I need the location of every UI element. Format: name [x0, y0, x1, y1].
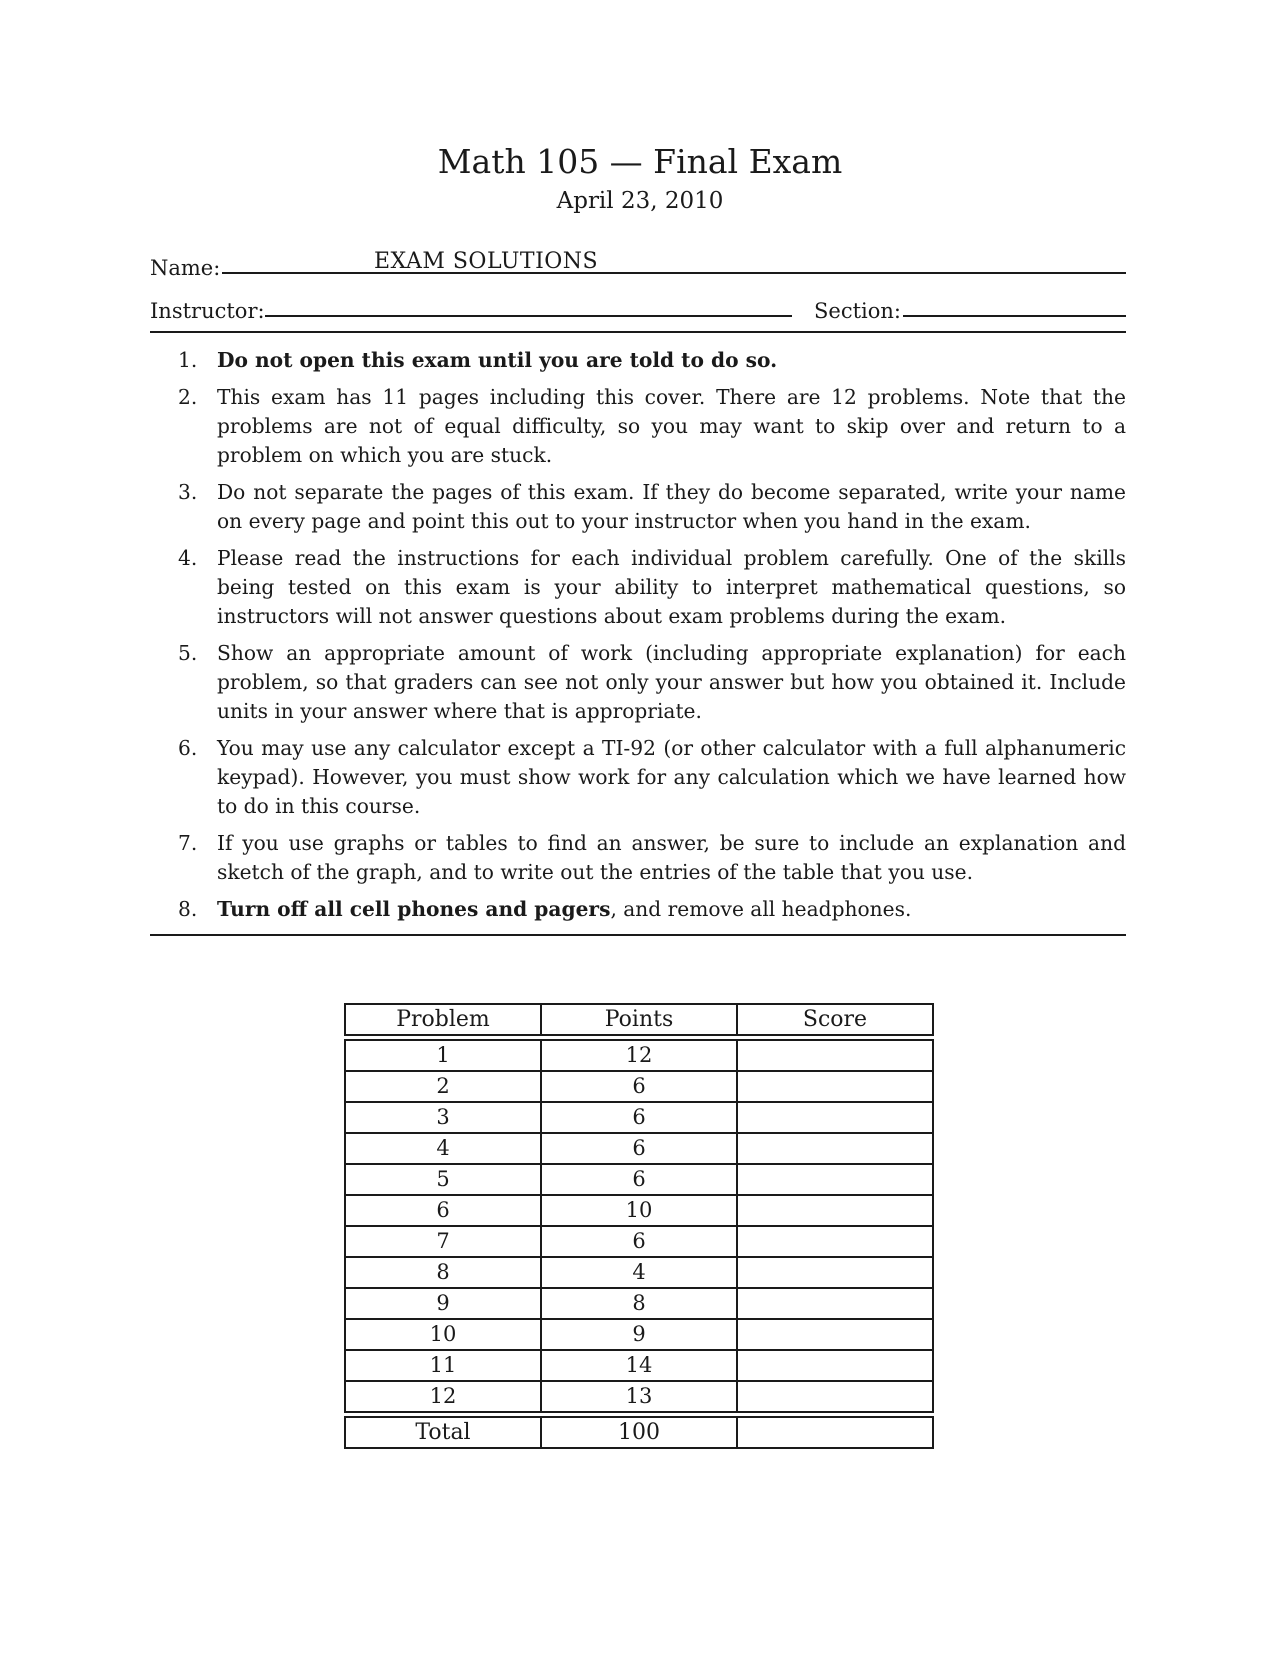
- score-cell[interactable]: [736, 1289, 934, 1320]
- instruction-item: 4. Please read the instructions for each individual problem carefully. One of the skills being tested on this exam is your ability to interpret mathematical questions, so instructors will not answer questions about exam problems during the exam.: [178, 546, 1126, 628]
- table-row: [344, 1227, 934, 1258]
- score-cell[interactable]: [736, 1196, 934, 1227]
- problem-cell: 5: [344, 1165, 540, 1196]
- score-cell[interactable]: [736, 1072, 934, 1103]
- table-row: [344, 1382, 934, 1413]
- total-label: Total: [344, 1416, 540, 1449]
- table-row: [344, 1039, 934, 1072]
- problem-cell: 9: [344, 1289, 540, 1320]
- top-divider: [150, 331, 1126, 333]
- points-cell: 13: [540, 1382, 736, 1413]
- name-field[interactable]: [222, 272, 1126, 274]
- points-cell: 12: [540, 1039, 736, 1072]
- points-cell: 6: [540, 1134, 736, 1165]
- score-cell[interactable]: [736, 1039, 934, 1072]
- table-row: [344, 1103, 934, 1134]
- instruction-item: 7. If you use graphs or tables to find an answer, be sure to include an explanation and sketch of the graph, and to write out the entries of the table that you use.: [178, 831, 1126, 884]
- score-cell[interactable]: [736, 1134, 934, 1165]
- instructor-field[interactable]: [265, 315, 792, 317]
- score-cell[interactable]: [736, 1351, 934, 1382]
- problem-cell: 4: [344, 1134, 540, 1165]
- table-row: [344, 1072, 934, 1103]
- problem-cell: 1: [344, 1039, 540, 1072]
- name-value: EXAM SOLUTIONS: [374, 249, 599, 274]
- instructor-label: Instructor:: [150, 299, 265, 323]
- points-cell: 6: [540, 1103, 736, 1134]
- problem-cell: 11: [344, 1351, 540, 1382]
- instruction-item: 8. Turn off all cell phones and pagers, and remove all headphones.: [178, 897, 912, 921]
- points-cell: 4: [540, 1258, 736, 1289]
- score-cell[interactable]: [736, 1382, 934, 1413]
- problem-cell: 8: [344, 1258, 540, 1289]
- score-cell[interactable]: [736, 1320, 934, 1351]
- total-score-cell[interactable]: [736, 1416, 934, 1449]
- table-row: [344, 1134, 934, 1165]
- score-cell[interactable]: [736, 1165, 934, 1196]
- instructions-list: [150, 346, 1126, 932]
- problem-cell: 7: [344, 1227, 540, 1258]
- table-row: [344, 1196, 934, 1227]
- total-points: 100: [540, 1416, 736, 1449]
- problem-cell: 2: [344, 1072, 540, 1103]
- points-cell: 14: [540, 1351, 736, 1382]
- score-cell[interactable]: [736, 1227, 934, 1258]
- header-score: Score: [736, 1003, 934, 1036]
- table-row: [344, 1320, 934, 1351]
- total-row: [344, 1416, 934, 1449]
- section-label: Section:: [814, 299, 901, 323]
- table-row: [344, 1351, 934, 1382]
- score-cell[interactable]: [736, 1258, 934, 1289]
- table-row: [344, 1165, 934, 1196]
- score-cell[interactable]: [736, 1103, 934, 1134]
- header-problem: Problem: [344, 1003, 540, 1036]
- instruction-item: 1. Do not open this exam until you are told to do so.: [178, 348, 778, 372]
- section-field[interactable]: [903, 315, 1126, 317]
- table-row: [344, 1258, 934, 1289]
- points-cell: 10: [540, 1196, 736, 1227]
- problem-cell: 10: [344, 1320, 540, 1351]
- points-cell: 8: [540, 1289, 736, 1320]
- points-cell: 6: [540, 1072, 736, 1103]
- exam-date: April 23, 2010: [556, 188, 724, 214]
- points-cell: 6: [540, 1165, 736, 1196]
- instruction-item: 3. Do not separate the pages of this exam. If they do become separated, write your name on every page and point this out to your instructor when you hand in the exam.: [178, 480, 1126, 533]
- score-table: [344, 1003, 934, 1449]
- problem-cell: 12: [344, 1382, 540, 1413]
- points-cell: 9: [540, 1320, 736, 1351]
- exam-title: Math 105 — Final Exam: [437, 142, 843, 181]
- table-row: [344, 1289, 934, 1320]
- name-label: Name:: [150, 256, 221, 280]
- instruction-item: 2. This exam has 11 pages including this cover. There are 12 problems. Note that the problems are not of equal difficulty, so you may want to skip over and return to a problem on which you are stuck.: [178, 385, 1126, 467]
- problem-cell: 3: [344, 1103, 540, 1134]
- problem-cell: 6: [344, 1196, 540, 1227]
- points-cell: 6: [540, 1227, 736, 1258]
- instruction-item: 5. Show an appropriate amount of work (including appropriate explanation) for each problem, so that graders can see not only your answer but how you obtained it. Include units in your answer where that is appropriate.: [178, 641, 1126, 723]
- bottom-divider: [150, 934, 1126, 936]
- instruction-item: 6. You may use any calculator except a TI-92 (or other calculator with a full alphanumeric keypad). However, you must show work for any calculation which we have learned how to do in this course.: [178, 736, 1126, 818]
- header-points: Points: [540, 1003, 736, 1036]
